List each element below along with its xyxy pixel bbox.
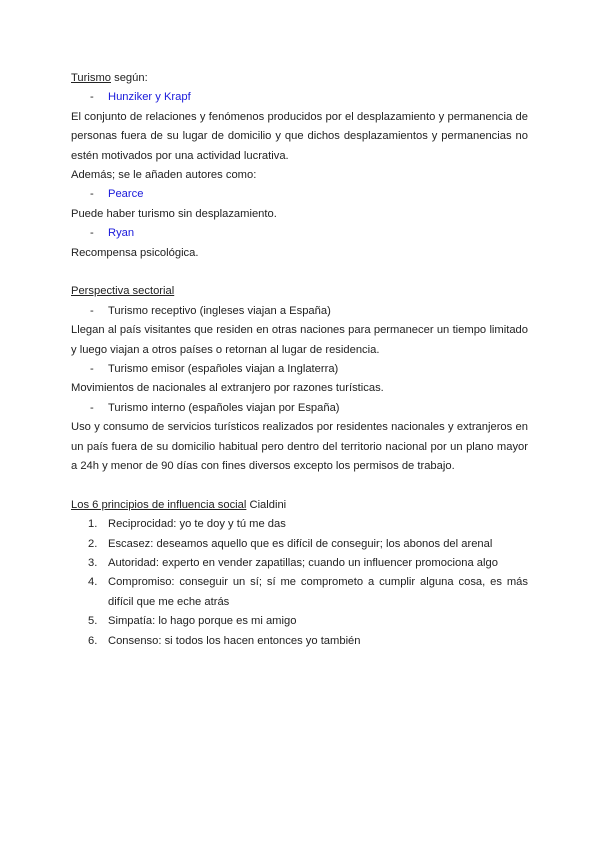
dash-bullet: -: [90, 304, 94, 317]
author-item-pearce: [71, 185, 528, 204]
turismo-heading-rest: según:: [111, 72, 148, 84]
principio-text: Escasez: deseamos aquello que es difícil de conseguir; los abonos del arenal: [108, 537, 493, 550]
author-pearce: Pearce: [108, 188, 144, 201]
perspectiva-heading: [71, 282, 528, 301]
principio-item: [71, 535, 528, 554]
author-item-ryan: [71, 224, 528, 243]
principio-item: [71, 573, 528, 612]
turismo-receptivo-item: [71, 302, 528, 321]
turismo-emisor-item: [71, 360, 528, 379]
document-content: [71, 69, 528, 651]
principios-heading-rest: Cialdini: [246, 498, 287, 511]
principio-item: [71, 632, 528, 651]
pearce-note: Puede haber turismo sin desplazamiento.: [71, 207, 277, 220]
principio-item: [71, 515, 528, 534]
author-ryan: Ryan: [108, 227, 135, 240]
principio-item: [71, 612, 528, 631]
principio-text: Consenso: si todos los hacen entonces yo también: [108, 634, 361, 647]
turismo-receptivo-desc: Llegan al país visitantes que residen en otras naciones para permanecer un tiempo limitado y luego viajan a otros países o retornan al lugar de residencia.: [71, 324, 528, 356]
author-hunziker: Hunziker y Krapf: [108, 91, 191, 104]
dash-bullet: -: [90, 362, 94, 375]
dash-bullet: -: [90, 401, 94, 414]
principio-number: 2.: [88, 537, 98, 550]
principio-number: 5.: [88, 615, 98, 628]
turismo-definition: El conjunto de relaciones y fenómenos producidos por el desplazamiento y permanencia de personas fuera de su lugar de domicilio y que dichos desplazamientos y permanencias no estén motivados por una actividad lucrativa.: [71, 110, 528, 162]
dash-bullet: -: [90, 91, 94, 104]
dash-bullet: -: [90, 188, 94, 201]
principio-text: Simpatía: lo hago porque es mi amigo: [108, 615, 297, 628]
spacer: [71, 263, 528, 282]
turismo-emisor-desc: Movimientos de nacionales al extranjero por razones turísticas.: [71, 382, 384, 395]
turismo-emisor-label: Turismo emisor (españoles viajan a Inglaterra): [108, 362, 339, 375]
turismo-interno-item: [71, 399, 528, 418]
principios-heading: [71, 496, 528, 515]
principio-text: Reciprocidad: yo te doy y tú me das: [108, 518, 286, 531]
principio-item: [71, 554, 528, 573]
principio-text: Autoridad: experto en vender zapatillas; cuando un influencer promociona algo: [108, 556, 498, 569]
principios-heading-underlined: Los 6 principios de influencia social: [71, 498, 247, 511]
principio-number: 6.: [88, 634, 98, 647]
ryan-note: Recompensa psicológica.: [71, 246, 199, 259]
perspectiva-heading-text: Perspectiva sectorial: [71, 285, 175, 298]
dash-bullet: -: [90, 227, 94, 240]
principio-number: 4.: [88, 576, 98, 589]
ademas-text: Además; se le añaden autores como:: [71, 169, 257, 181]
principio-number: 3.: [88, 556, 98, 569]
principio-number: 1.: [88, 518, 98, 531]
turismo-heading: [71, 69, 528, 88]
turismo-heading-underlined: Turismo: [71, 72, 111, 84]
turismo-interno-desc: Uso y consumo de servicios turísticos realizados por residentes nacionales y extranjeros en un país fuera de su domicilio habitual pero dentro del territorio nacional por un plano mayor a 24h y menor de 90 días con fines diversos excepto los permisos de trabajo.: [71, 421, 528, 472]
turismo-interno-label: Turismo interno (españoles viajan por España): [108, 401, 340, 414]
author-item-hunziker: [71, 88, 528, 107]
spacer: [71, 476, 528, 495]
principio-text: Compromiso: conseguir un sí; sí me comprometo a cumplir alguna cosa, es más difícil que me eche atrás: [108, 576, 528, 608]
turismo-receptivo-label: Turismo receptivo (ingleses viajan a España): [108, 304, 331, 317]
